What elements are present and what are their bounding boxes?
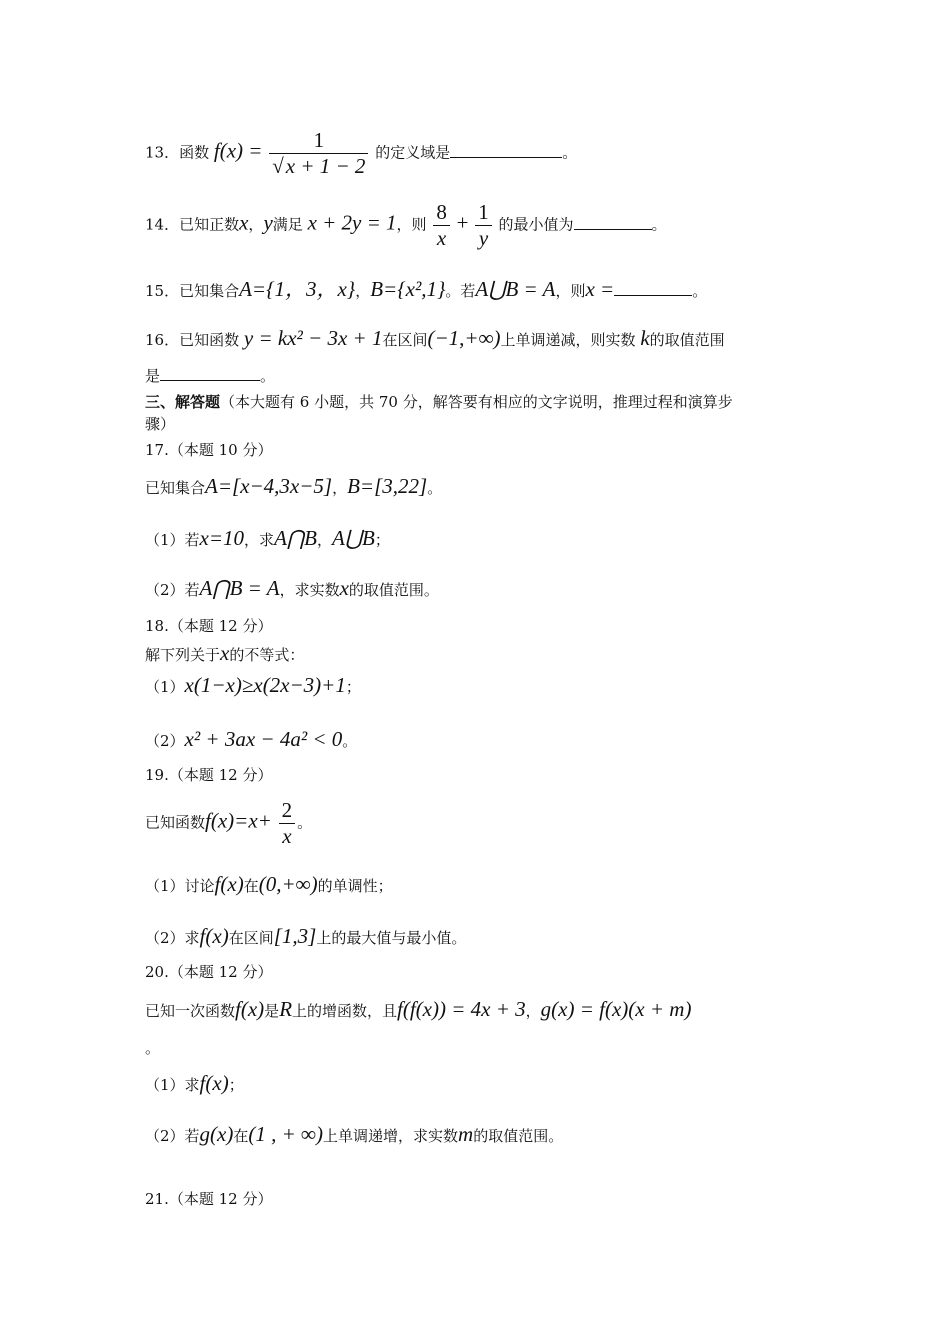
- q14-fraction-2: $\frac{1}{y}$: [475, 200, 492, 251]
- q14-fraction-1: $\frac{8}{x}$: [433, 200, 450, 251]
- q13-denominator: √x + 1 − 2: [272, 154, 366, 179]
- q15-set-b: B={x²,1}: [370, 277, 446, 301]
- q15-label: 15．已知集合: [145, 282, 240, 300]
- section-3-title: 三、解答题: [145, 393, 221, 411]
- section-3-header: [145, 393, 733, 411]
- question-20-end: 。: [145, 1039, 161, 1057]
- question-14: 14．已知正数x，y满足 x + 2y = 1，则 $\frac{8}{x}$ + $\frac{1}{y}$ 的最小值为 。: [145, 200, 667, 251]
- question-19-part-1: （1）讨论f(x)在(0,+∞)的单调性；: [145, 872, 393, 896]
- q16-answer-blank: [160, 380, 260, 381]
- question-18-head: 18.（本题 12 分）: [145, 617, 273, 635]
- question-13: 13．函数 f(x) = $\frac{1}{√x + 1 - 2}$ 的定义域是 。: [145, 128, 578, 179]
- q15-answer-blank: [614, 295, 692, 296]
- q13-function: f(x) =: [213, 138, 263, 163]
- q20-composition: f(f(x)) = 4x + 3: [397, 997, 526, 1021]
- question-16: 16．已知函数 y = kx² − 3x + 1在区间(−1,+∞)上单调递减，则实数 k的取值范围: [145, 326, 725, 350]
- q20-g-function: g(x) = f(x)(x + m): [540, 997, 692, 1021]
- question-18-part-2: （2）x² + 3ax − 4a² < 0。: [145, 727, 358, 751]
- question-18: 解下列关于x的不等式：: [145, 641, 305, 665]
- q14-label: 14．已知正数: [145, 215, 240, 234]
- q17-set-a: A=[x−4,3x−5]: [205, 474, 333, 498]
- q15-set-a: A={1，3，x}: [239, 277, 356, 301]
- question-17-part-2: （2）若A⋂B = A，求实数x的取值范围。: [145, 576, 439, 600]
- q13-text: 的定义域是: [375, 143, 451, 162]
- question-20: 已知一次函数f(x)是R上的增函数，且f(f(x)) = 4x + 3，g(x) = f(x)(x + m): [145, 997, 692, 1021]
- question-17: 已知集合A=[x−4,3x−5]，B=[3,22]。: [145, 474, 443, 498]
- question-18-part-1: （1）x(1−x)≥x(2x−3)+1；: [145, 673, 361, 697]
- section-3-header-cont: 骤）: [145, 415, 176, 433]
- question-15: 15．已知集合A={1，3，x}，B={x²,1}。若A⋃B = A，则x = 。: [145, 277, 708, 301]
- q18-inequality-1: x(1−x)≥x(2x−3)+1: [184, 673, 346, 697]
- section-3-desc: （本大题有 6 小题，共 70 分，解答要有相应的文字说明，推理过程和演算步: [220, 393, 733, 411]
- question-19-head: 19.（本题 12 分）: [145, 766, 273, 784]
- question-20-part-2: （2）若g(x)在(1 , + ∞)上单调递增，求实数m的取值范围。: [145, 1122, 564, 1146]
- q14-answer-blank: [574, 229, 652, 230]
- q17-set-b: B=[3,22]: [347, 474, 428, 498]
- question-20-head: 20.（本题 12 分）: [145, 963, 273, 981]
- q19-function: f(x)=x+: [205, 808, 272, 833]
- q16-label: 16．已知函数: [145, 331, 240, 349]
- q13-fraction: [269, 128, 368, 179]
- question-17-head: 17.（本题 10 分）: [145, 441, 273, 459]
- q18-inequality-2: x² + 3ax − 4a² < 0: [184, 727, 343, 751]
- question-20-part-1: （1）求f(x)；: [145, 1071, 244, 1095]
- q14-condition: x + 2y = 1: [307, 210, 397, 235]
- q19-fraction: $\frac{2}{x}$: [279, 798, 296, 849]
- q13-label: 13．函数: [145, 143, 210, 162]
- q13-answer-blank: [450, 157, 562, 158]
- question-19: 已知函数f(x)=x+ $\frac{2}{x}$ 。: [145, 798, 313, 849]
- q16-function: y = kx² − 3x + 1: [243, 326, 383, 350]
- question-21-head: 21.（本题 12 分）: [145, 1190, 273, 1208]
- q13-numerator: 1: [313, 128, 325, 152]
- question-16-cont: 是 。: [145, 367, 276, 385]
- question-17-part-1: （1）若x=10，求A⋂B，A⋃B；: [145, 526, 390, 550]
- question-19-part-2: （2）求f(x)在区间[1,3]上的最大值与最小值。: [145, 924, 467, 948]
